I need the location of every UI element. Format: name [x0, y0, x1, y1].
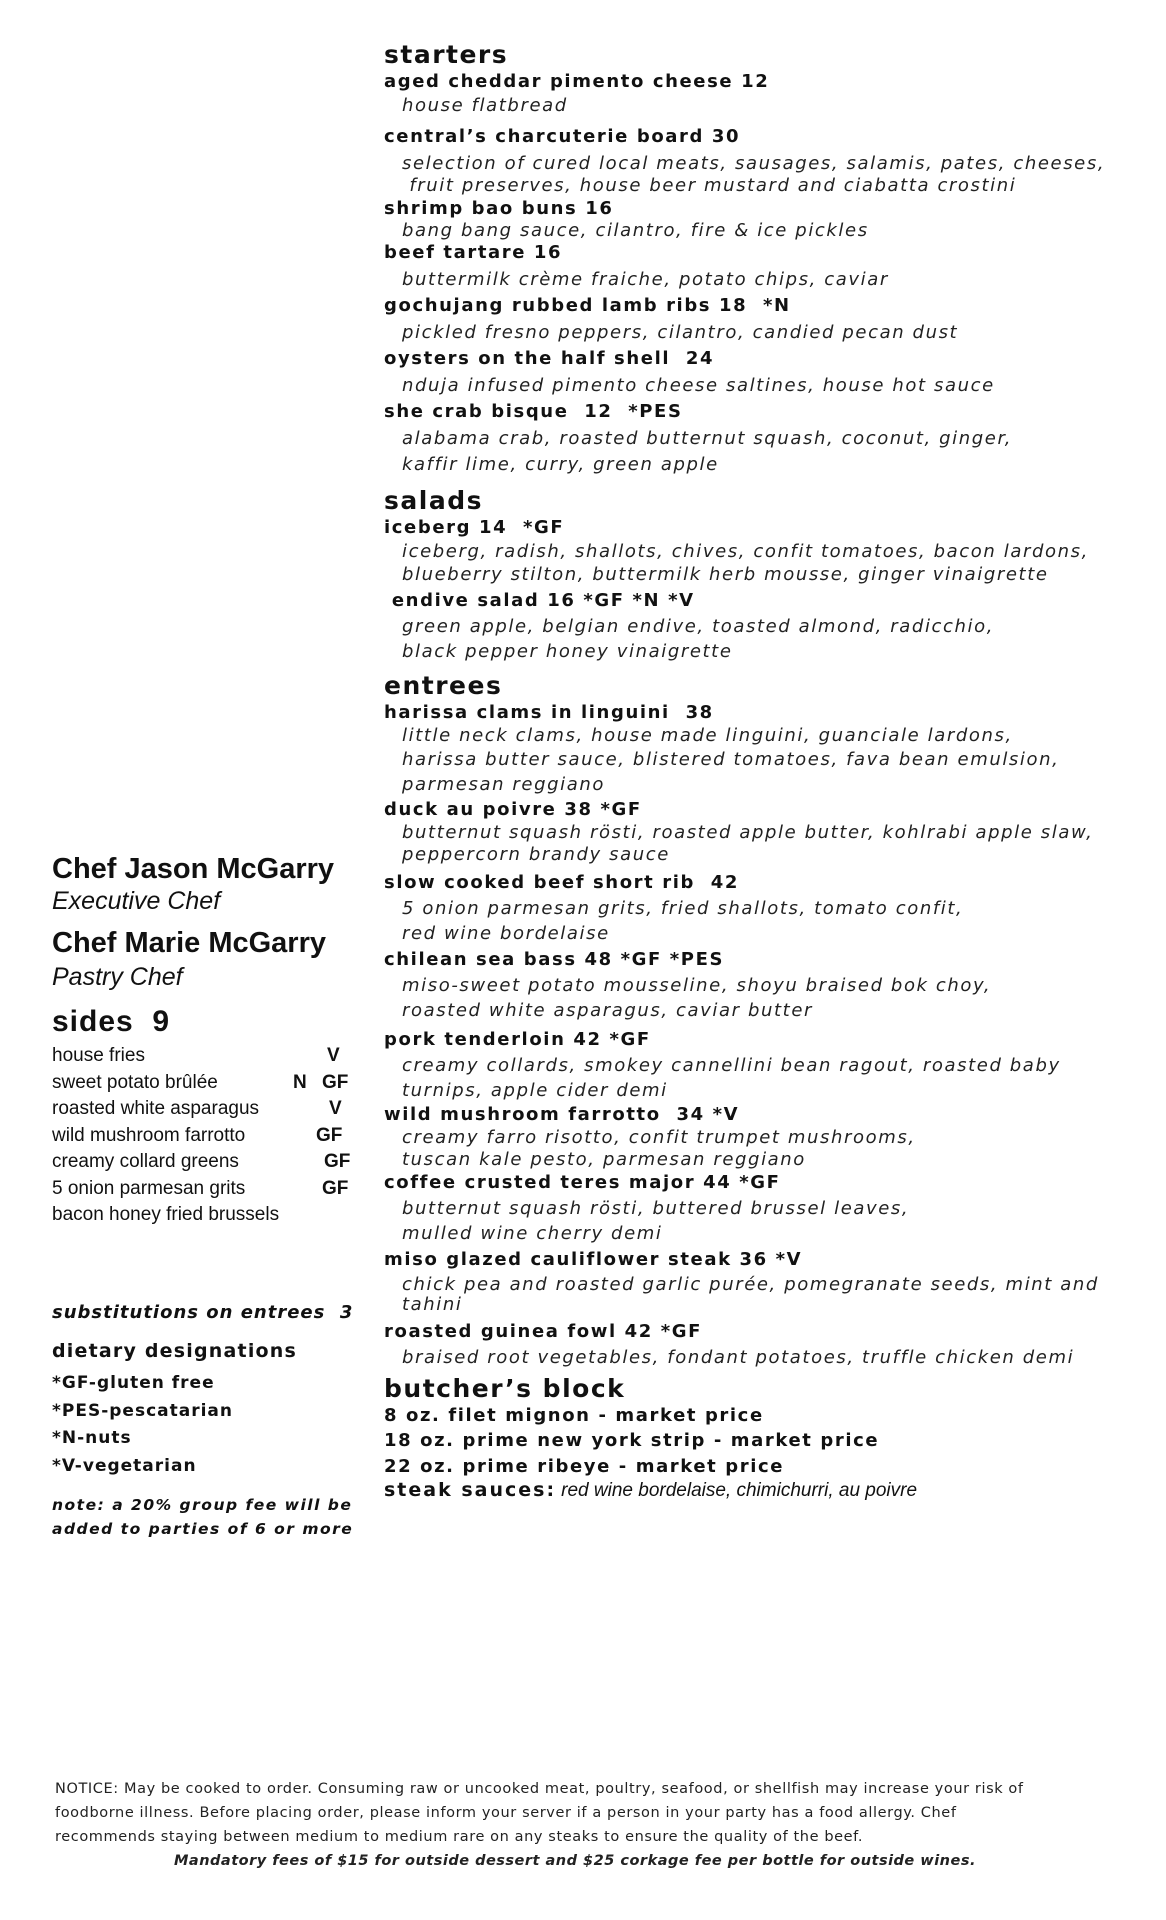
- side-tag: GF: [322, 1177, 349, 1199]
- steak-item: 18 oz. prime new york strip - market price: [384, 1430, 880, 1451]
- side-item-name: creamy collard greens: [52, 1151, 239, 1172]
- menu-item-desc: selection of cured local meats, sausages, salamis, pates, cheeses,: [402, 153, 1106, 174]
- side-item: [52, 1149, 372, 1176]
- menu-item-desc: mulled wine cherry demi: [402, 1223, 663, 1244]
- menu-item-desc: harissa butter sauce, blistered tomatoes, fava bean emulsion,: [402, 749, 1060, 770]
- dietary-item: *PES-pescatarian: [52, 1400, 234, 1421]
- steak-sauces-label: steak sauces:: [384, 1479, 557, 1501]
- section-heading-butchers-block: butcher’s block: [384, 1374, 626, 1403]
- steak-item: 8 oz. filet mignon - market price: [384, 1405, 764, 1426]
- side-item-name: roasted white asparagus: [52, 1098, 260, 1119]
- menu-item-name: wild mushroom farrotto 34 *V: [384, 1104, 740, 1125]
- steak-item: 22 oz. prime ribeye - market price: [384, 1456, 785, 1477]
- menu-item-desc: creamy collards, smokey cannellini bean ragout, roasted baby: [402, 1055, 1061, 1076]
- dietary-heading: dietary designations: [52, 1340, 298, 1362]
- sides-section: [52, 1004, 372, 1229]
- menu-item-desc: buttermilk crème fraiche, potato chips, caviar: [402, 269, 889, 290]
- menu-item-name: endive salad 16 *GF *N *V: [384, 590, 695, 611]
- steak-sauces-value: red wine bordelaise, chimichurri, au poivre: [561, 1480, 918, 1501]
- menu-item-desc: miso-sweet potato mousseline, shoyu braised bok choy,: [402, 975, 992, 996]
- menu-item-desc: iceberg, radish, shallots, chives, confit tomatoes, bacon lardons,: [402, 541, 1089, 562]
- substitutions-note: substitutions on entrees 3: [52, 1302, 354, 1323]
- menu-item-desc: kaffir lime, curry, green apple: [402, 454, 719, 475]
- menu-item-desc: tuscan kale pesto, parmesan reggiano: [402, 1149, 806, 1170]
- chef-title: Pastry Chef: [52, 963, 183, 991]
- mandatory-fees-note: Mandatory fees of $15 for outside dessert and $25 corkage fee per bottle for outside wines.: [174, 1853, 976, 1869]
- menu-item: [384, 125, 1144, 195]
- menu-item-desc: creamy farro risotto, confit trumpet mushrooms,: [402, 1127, 916, 1148]
- menu-item-name: beef tartare 16: [384, 242, 563, 263]
- menu-item-desc: blueberry stilton, buttermilk herb mousse, ginger vinaigrette: [402, 564, 1049, 585]
- menu-item-name: miso glazed cauliflower steak 36 *V: [384, 1249, 803, 1270]
- menu-item-name: central’s charcuterie board 30: [384, 126, 741, 147]
- menu-item: [384, 516, 1144, 585]
- menu-item-desc: peppercorn brandy sauce: [402, 844, 670, 865]
- menu-item-desc: little neck clams, house made linguini, guanciale lardons,: [402, 725, 1013, 746]
- side-tag: GF: [316, 1124, 343, 1146]
- side-item: [52, 1202, 372, 1229]
- menu-item-desc: tahini: [402, 1294, 463, 1315]
- starters-list: [384, 70, 1144, 478]
- menu-item: [384, 197, 1144, 241]
- menu-item: [384, 1103, 1144, 1171]
- notice-line: recommends staying between medium to medium rare on any steaks to ensure the quality of the beef.: [55, 1829, 864, 1845]
- menu-item-desc: alabama crab, roasted butternut squash, coconut, ginger,: [402, 428, 1013, 449]
- side-item: [52, 1070, 372, 1097]
- menu-item-name: she crab bisque 12 *PES: [384, 401, 683, 422]
- menu-item-name: coffee crusted teres major 44 *GF: [384, 1172, 781, 1193]
- section-heading-salads: salads: [384, 486, 483, 515]
- menu-item-name: slow cooked beef short rib 42: [384, 872, 739, 893]
- menu-item-desc: parmesan reggiano: [402, 774, 605, 795]
- menu-item-desc: pickled fresno peppers, cilantro, candied pecan dust: [402, 322, 959, 343]
- info-block: [52, 1301, 372, 1541]
- group-fee-line: added to parties of 6 or more: [52, 1520, 354, 1538]
- menu-item: [384, 1248, 1144, 1314]
- steak-sauces: [384, 1479, 1144, 1502]
- menu-item-name: roasted guinea fowl 42 *GF: [384, 1321, 703, 1342]
- menu-item-name: shrimp bao buns 16: [384, 198, 614, 219]
- menu-item: [384, 347, 1144, 398]
- salads-list: [384, 516, 1144, 665]
- notice-line: foodborne illness. Before placing order, please inform your server if a person in your party has a food allergy. Chef: [55, 1805, 957, 1821]
- entrees-list: [384, 701, 1144, 1370]
- menu-item-desc: bang bang sauce, cilantro, fire & ice pickles: [402, 220, 869, 241]
- sides-heading: sides 9: [52, 1005, 171, 1038]
- section-heading-starters: starters: [384, 40, 509, 69]
- menu-item: [384, 589, 1144, 665]
- menu-item: [384, 1171, 1144, 1247]
- sides-list: [52, 1043, 372, 1229]
- side-item: [52, 1176, 372, 1203]
- chef-name: Chef Jason McGarry: [52, 853, 335, 885]
- side-item: [52, 1043, 372, 1070]
- side-tag: V: [327, 1045, 340, 1066]
- menu-item-name: chilean sea bass 48 *GF *PES: [384, 949, 725, 970]
- side-item: [52, 1123, 372, 1150]
- menu-item-desc: butternut squash rösti, buttered brussel leaves,: [402, 1198, 910, 1219]
- menu-item-desc: turnips, apple cider demi: [402, 1080, 668, 1101]
- menu-item: [384, 1320, 1144, 1370]
- menu-item-name: pork tenderloin 42 *GF: [384, 1029, 651, 1050]
- menu-item-name: iceberg 14 *GF: [384, 517, 565, 538]
- notice-line: NOTICE: May be cooked to order. Consuming raw or uncooked meat, poultry, seafood, or shellfish may increase your risk of: [55, 1781, 1024, 1797]
- menu-item-desc: 5 onion parmesan grits, fried shallots, tomato confit,: [402, 898, 964, 919]
- menu-item-desc: butternut squash rösti, roasted apple butter, kohlrabi apple slaw,: [402, 822, 1094, 843]
- menu-item: [384, 798, 1144, 866]
- menu-item-name: oysters on the half shell 24: [384, 348, 715, 369]
- side-item-name: sweet potato brûlée: [52, 1071, 218, 1093]
- side-tag: V: [329, 1098, 342, 1119]
- butchers-block-list: [384, 1404, 1144, 1502]
- dietary-item: *N-nuts: [52, 1428, 132, 1448]
- menu-item-desc: black pepper honey vinaigrette: [402, 641, 733, 662]
- menu-item-desc: red wine bordelaise: [402, 923, 610, 944]
- menu-column: [384, 40, 1144, 1502]
- menu-item-desc: chick pea and roasted garlic purée, pomegranate seeds, mint and: [402, 1274, 1099, 1295]
- group-fee-line: note: a 20% group fee will be: [52, 1496, 353, 1514]
- menu-item: [384, 400, 1144, 478]
- menu-item: [384, 294, 1144, 345]
- side-tag: N: [293, 1071, 307, 1093]
- menu-item: [384, 871, 1144, 947]
- side-tag: GF: [324, 1151, 351, 1172]
- menu-item-desc: roasted white asparagus, caviar butter: [402, 1000, 813, 1021]
- chef-title: Executive Chef: [52, 887, 221, 915]
- dietary-item: *GF-gluten free: [52, 1373, 215, 1393]
- menu-item: [384, 241, 1144, 292]
- menu-item-name: gochujang rubbed lamb ribs 18 *N: [384, 295, 791, 316]
- menu-item-desc: braised root vegetables, fondant potatoes, truffle chicken demi: [402, 1347, 1075, 1368]
- menu-item-name: harissa clams in linguini 38: [384, 702, 714, 723]
- dietary-item: *V-vegetarian: [52, 1455, 197, 1476]
- side-item-name: wild mushroom farrotto: [52, 1124, 246, 1146]
- menu-item-name: aged cheddar pimento cheese 12: [384, 71, 770, 92]
- chef-name: Chef Marie McGarry: [52, 927, 326, 959]
- dietary-list: [52, 1370, 372, 1480]
- side-item: [52, 1096, 372, 1123]
- menu-item: [384, 701, 1144, 797]
- menu-item: [384, 70, 1144, 118]
- chef-block: [52, 852, 372, 992]
- menu-item-desc: house flatbread: [402, 95, 568, 116]
- notice-block: [55, 1777, 1095, 1873]
- menu-item-desc: green apple, belgian endive, toasted almond, radicchio,: [402, 616, 995, 637]
- menu-item-desc: nduja infused pimento cheese saltines, house hot sauce: [402, 375, 995, 396]
- side-item-name: bacon honey fried brussels: [52, 1204, 280, 1225]
- menu-item: [384, 948, 1144, 1023]
- side-item-name: house fries: [52, 1045, 145, 1066]
- side-tag: GF: [322, 1071, 349, 1093]
- group-fee-note: [52, 1493, 372, 1541]
- menu-item: [384, 1028, 1144, 1103]
- menu-item-name: duck au poivre 38 *GF: [384, 799, 642, 820]
- menu-item-desc: fruit preserves, house beer mustard and ciabatta crostini: [402, 175, 1017, 196]
- section-heading-entrees: entrees: [384, 671, 503, 700]
- side-item-name: 5 onion parmesan grits: [52, 1177, 246, 1199]
